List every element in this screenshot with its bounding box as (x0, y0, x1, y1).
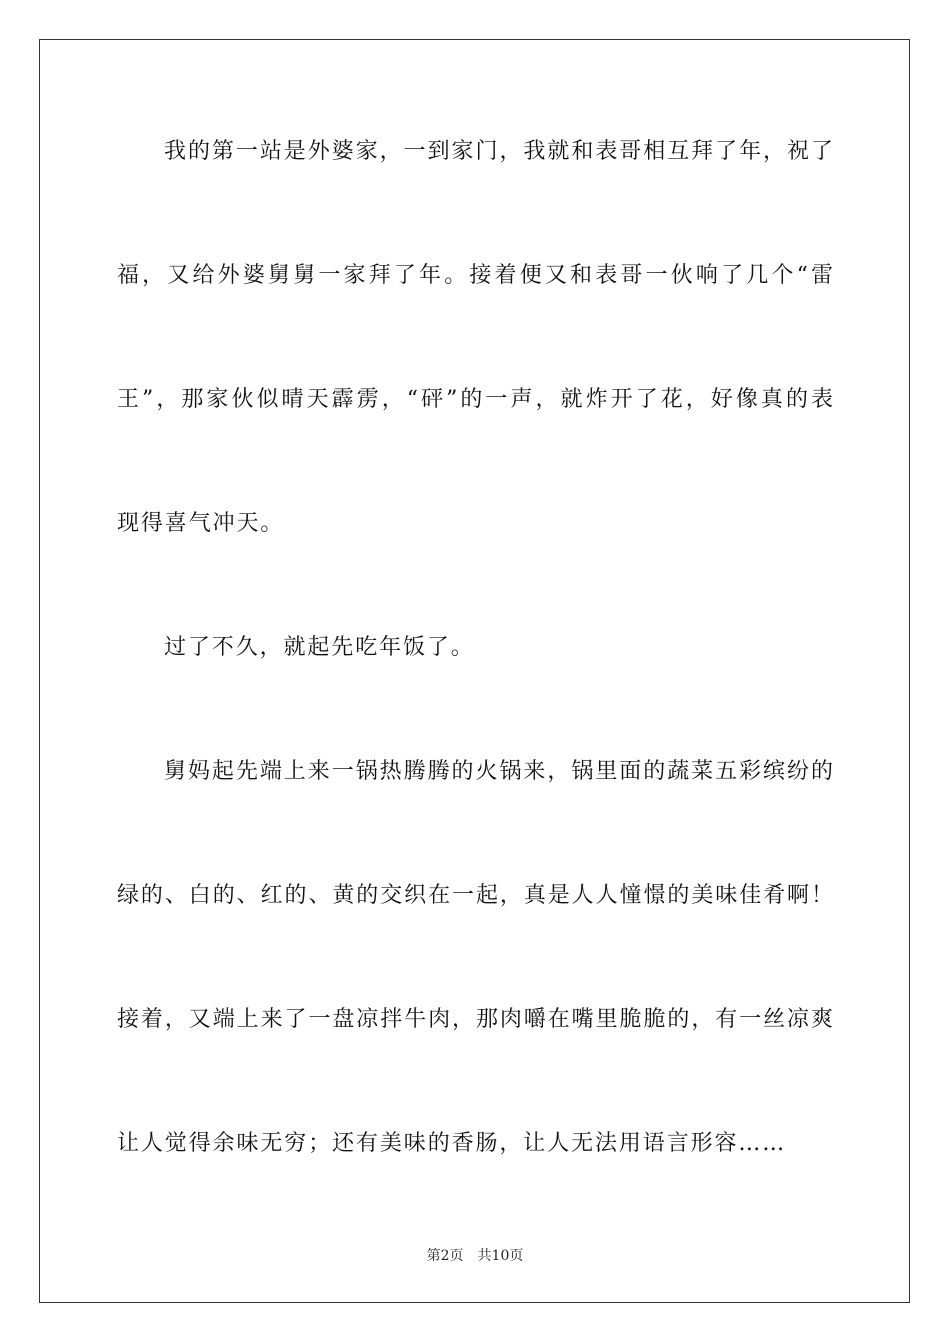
page-border (39, 39, 910, 1303)
paragraph-line: 王”，那家伙似晴天霹雳，“砰”的一声，就炸开了花，好像真的表 (117, 387, 833, 412)
paragraph-line: 我的第一站是外婆家，一到家门，我就和表哥相互拜了年，祝了 (164, 139, 833, 164)
page-footer (0, 1247, 950, 1265)
paragraph-line: 舅妈起先端上来一锅热腾腾的火锅来，锅里面的蔬菜五彩缤纷的 (164, 759, 833, 784)
paragraph-line: 现得喜气冲天。 (117, 511, 285, 536)
paragraph-line: 接着，又端上来了一盘凉拌牛肉，那肉嚼在嘴里脆脆的，有一丝凉爽 (117, 1007, 833, 1032)
page-total: 共10页 (477, 1248, 524, 1264)
paragraph-line: 绿的、白的、红的、黄的交织在一起，真是人人憧憬的美味佳肴啊！ (117, 883, 833, 908)
paragraph-line: 让人觉得余味无穷；还有美味的香肠，让人无法用语言形容…… (117, 1131, 787, 1156)
paragraph-line: 福，又给外婆舅舅一家拜了年。接着便又和表哥一伙响了几个“雷 (117, 263, 833, 288)
page-number: 第2页 (426, 1248, 464, 1264)
paragraph-line: 过了不久，就起先吃年饭了。 (164, 635, 475, 660)
